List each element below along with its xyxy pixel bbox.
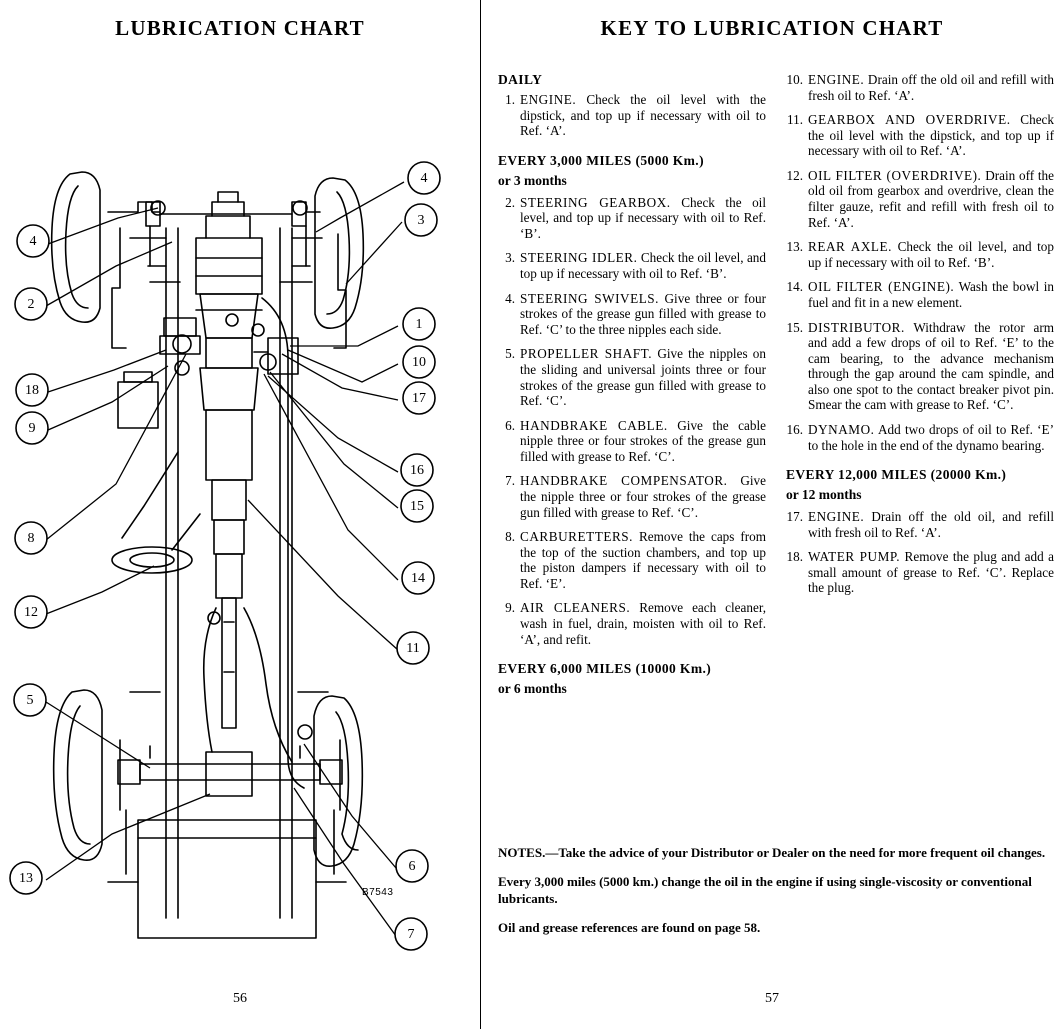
right-page [480, 0, 1064, 1029]
key-item-8-text: Remove the caps from the top of the suction chambers, and top up the piston dampers if necessary with oil to Ref. ‘E’. [520, 529, 766, 591]
key-item-9-number: 9. [505, 600, 515, 616]
key-column-1 [498, 72, 766, 703]
key-item-17-number: 17. [786, 509, 803, 525]
key-item-10-text: Drain off the old oil and refill with fresh oil to Ref. ‘A’. [808, 72, 1054, 103]
key-item-4-body [520, 291, 766, 338]
key-columns [498, 72, 1054, 703]
key-item-12 [786, 168, 1054, 230]
key-item-1-text: Check the oil level with the dipstick, and top up if necessary with oil to Ref. ‘A’. [520, 92, 766, 139]
page-title-right [480, 0, 1064, 41]
key-item-11 [786, 112, 1054, 159]
key-item-11-text: Check the oil level with the dipstick, and top up if necessary with oil to Ref. ‘A’. [808, 112, 1054, 159]
section-heading-3000: EVERY 3,000 MILES (5000 Km.) [498, 152, 704, 168]
key-item-5-text: Give the nipples on the sliding and universal joints three or four strokes of the grease gun filled with grease to Ref. ‘C’. [520, 346, 766, 409]
key-item-12-lead: OIL FILTER (OVERDRIVE). [808, 167, 982, 183]
key-item-15-text: Withdraw the rotor arm and add a few drops of oil to Ref. ‘E’ to the cam bearing, to the advance mechanism through the gap around the cam spindle, and also one spot to the contact breaker pivot pin. Smear the cam with grease to Ref. ‘C’. [808, 319, 1054, 413]
key-item-13-body [808, 239, 1054, 270]
note-1 [498, 845, 1046, 861]
section-sub-6000: or 6 months [498, 681, 567, 697]
key-item-18-text: Remove the plug and add a small amount of grease to Ref. ‘C’. Replace the plug. [808, 549, 1054, 596]
key-item-8-body [520, 529, 766, 591]
callout-label-15: 15 [410, 499, 424, 515]
key-item-15-body [808, 320, 1054, 413]
key-item-16-body [808, 422, 1054, 453]
section-heading-12000: EVERY 12,000 MILES (20000 Km.) [786, 467, 1007, 483]
key-item-4-text: Give three or four strokes of the grease gun filled with grease to Ref. ‘C’ to the three nipples each side. [520, 290, 766, 337]
key-item-8-number: 8. [505, 529, 515, 545]
key-item-11-number: 11. [787, 112, 803, 128]
key-item-7-lead: HANDBRAKE COMPENSATOR. [520, 473, 728, 489]
callout-label-4b: 4 [420, 171, 428, 187]
key-item-6 [498, 418, 766, 465]
key-item-18-body [808, 549, 1054, 596]
key-item-1-number: 1. [505, 92, 515, 107]
key-item-12-body [808, 168, 1054, 230]
section-sub-3000: or 3 months [498, 172, 567, 188]
folio-left: 56 [233, 991, 247, 1006]
note-3-text: Oil and grease references are found on page 58. [498, 919, 761, 935]
key-item-11-lead: GEARBOX AND OVERDRIVE. [808, 112, 1011, 128]
key-item-10-body [808, 72, 1054, 103]
key-item-5-body [520, 346, 766, 408]
key-item-4-lead: STEERING SWIVELS. [520, 290, 660, 306]
key-item-1-body [520, 92, 766, 139]
key-item-3 [498, 250, 766, 281]
drawing-code: B7543 [362, 887, 394, 898]
callout-label-7: 7 [407, 927, 415, 943]
section-sub-12000: or 12 months [786, 487, 862, 503]
callout-label-5: 5 [26, 693, 34, 709]
key-item-13-number: 13. [786, 239, 803, 255]
folio-right: 57 [765, 991, 779, 1006]
key-item-10-lead: ENGINE. [808, 72, 865, 87]
key-item-3-lead: STEERING IDLER. [520, 250, 638, 266]
key-item-5-lead: PROPELLER SHAFT. [520, 346, 653, 362]
key-item-17-lead: ENGINE. [808, 509, 865, 525]
key-item-13-lead: REAR AXLE. [808, 239, 892, 255]
key-item-11-body [808, 112, 1054, 159]
callout-label-10: 10 [412, 355, 426, 371]
note-2-text: Every 3,000 miles (5000 km.) change the oil in the engine if using single-viscosity or conventional lubricants. [498, 874, 1032, 906]
key-item-18 [786, 549, 1054, 596]
page-title-left [0, 0, 480, 41]
key-item-14-number: 14. [786, 279, 803, 295]
key-item-17-text: Drain off the old oil, and refill with fresh oil to Ref. ‘A’. [808, 509, 1054, 540]
key-item-9-lead: AIR CLEANERS. [520, 600, 631, 616]
callout-label-14: 14 [411, 571, 425, 587]
callout-label-8: 8 [27, 531, 35, 547]
chassis-diagram-svg [0, 52, 480, 952]
key-item-15-number: 15. [786, 319, 803, 335]
section-heading-6000: EVERY 6,000 MILES (10000 Km.) [498, 661, 712, 677]
key-item-18-number: 18. [786, 549, 803, 565]
key-item-7-text: Give the nipple three or four strokes of the grease gun filled with grease to Ref. ‘C’. [520, 473, 766, 520]
note-2 [498, 874, 1046, 907]
callout-label-9: 9 [28, 421, 36, 437]
key-item-13 [786, 239, 1054, 270]
callout-label-3: 3 [417, 213, 425, 229]
key-item-9-body [520, 600, 766, 647]
key-item-6-body [520, 418, 766, 465]
key-item-2-number: 2. [505, 194, 515, 210]
key-item-10 [786, 72, 1054, 103]
key-item-3-number: 3. [505, 250, 515, 266]
key-item-9-text: Remove each cleaner, wash in fuel, drain, moisten with oil to Ref. ‘A’, and refit. [520, 600, 766, 647]
key-item-9 [498, 600, 766, 647]
key-item-7 [498, 473, 766, 520]
key-item-10-number: 10. [786, 72, 803, 87]
callout-label-1: 1 [415, 317, 423, 333]
key-item-2 [498, 195, 766, 242]
callout-label-11: 11 [406, 641, 420, 657]
callout-label-4a: 4 [29, 234, 37, 250]
key-item-14-lead: OIL FILTER (ENGINE). [808, 279, 955, 295]
key-item-1-lead: ENGINE. [520, 92, 577, 107]
key-item-12-number: 12. [786, 167, 803, 183]
key-item-6-text: Give the cable nipple three or four strokes of the grease gun filled with grease to Ref. ‘C’. [520, 417, 766, 464]
key-item-6-lead: HANDBRAKE CABLE. [520, 417, 668, 433]
key-item-16-lead: DYNAMO. [808, 421, 875, 437]
key-item-2-body [520, 195, 766, 242]
page-title-left-text: LUBRICATION CHART [115, 16, 365, 40]
callout-label-2: 2 [27, 297, 35, 313]
key-item-18-lead: WATER PUMP. [808, 549, 901, 565]
notes-block [498, 845, 1046, 949]
key-item-14-body [808, 279, 1054, 310]
left-page [0, 0, 480, 1029]
callout-label-18: 18 [25, 383, 39, 399]
note-1-text: NOTES.—Take the advice of your Distributor or Dealer on the need for more frequent oil changes. [498, 845, 1046, 860]
key-item-7-body [520, 473, 766, 520]
section-heading-daily: DAILY [498, 72, 543, 87]
key-item-4 [498, 291, 766, 338]
callout-label-16: 16 [410, 463, 424, 479]
key-item-8-lead: CARBURETTERS. [520, 529, 634, 545]
key-item-14-text: Wash the bowl in fuel and fit in a new element. [808, 279, 1054, 310]
key-item-4-number: 4. [505, 290, 515, 306]
callout-label-6: 6 [408, 859, 416, 875]
key-item-2-text: Check the oil level, and top up if necessary with oil to Ref. ‘B’. [520, 194, 766, 241]
key-item-17 [786, 509, 1054, 540]
key-item-2-lead: STEERING GEARBOX. [520, 194, 671, 210]
key-column-2 [786, 72, 1054, 703]
key-item-7-number: 7. [505, 473, 515, 489]
key-item-3-text: Check the oil level, and top up if necessary with oil to Ref. ‘B’. [520, 250, 766, 282]
key-item-6-number: 6. [505, 417, 515, 433]
note-3 [498, 920, 1046, 936]
key-item-15 [786, 320, 1054, 413]
key-item-16-number: 16. [786, 421, 803, 437]
key-item-16 [786, 422, 1054, 453]
key-item-3-body [520, 250, 766, 281]
key-item-5-number: 5. [505, 346, 515, 362]
callout-label-13: 13 [19, 871, 33, 887]
key-item-17-body [808, 509, 1054, 540]
key-item-8 [498, 529, 766, 591]
key-item-5 [498, 346, 766, 408]
page-title-right-text: KEY TO LUBRICATION CHART [600, 16, 944, 40]
callout-label-12: 12 [24, 605, 38, 621]
key-item-14 [786, 279, 1054, 310]
lubrication-chart-diagram [0, 52, 480, 952]
key-item-1 [498, 92, 766, 139]
key-item-16-text: Add two drops of oil to Ref. ‘E’ to the hole in the end of the dynamo bearing. [808, 421, 1054, 453]
key-item-12-text: Drain off the old oil from gearbox and overdrive, clean the filter gauze, refit and refill with fresh oil to Ref. ‘A’. [808, 167, 1054, 230]
callout-label-17: 17 [412, 391, 426, 407]
key-item-15-lead: DISTRIBUTOR. [808, 319, 905, 335]
key-item-13-text: Check the oil level, and top up if necessary with oil to Ref. ‘B’. [808, 239, 1054, 270]
